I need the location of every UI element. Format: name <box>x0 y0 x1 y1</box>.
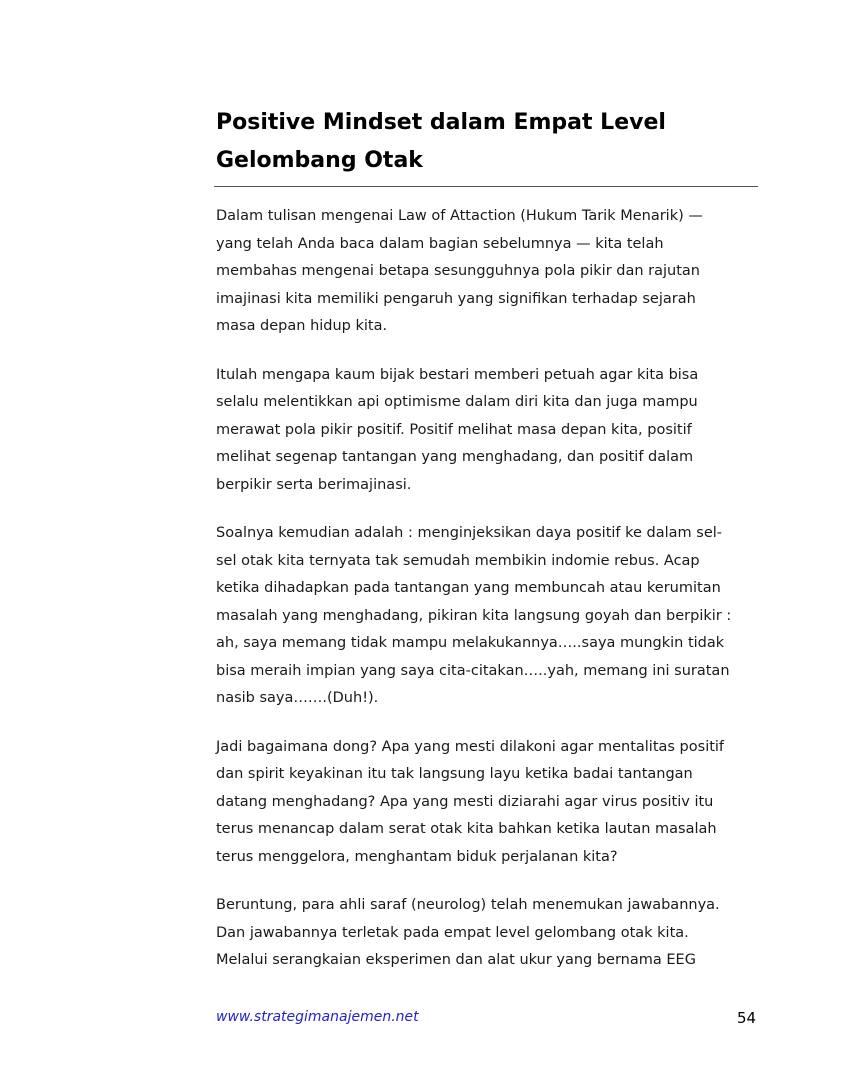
paragraph: Beruntung, para ahli saraf (neurolog) telah menemukan jawabannya. Dan jawabannya terletak pada empat level gelombang otak kita. Melalui serangkaian eksperimen dan alat ukur yang bernama EEG <box>216 897 720 968</box>
paragraph: Jadi bagaimana dong? Apa yang mesti dilakoni agar mentalitas positif dan spirit keyakinan itu tak langsung layu ketika badai tantangan datang menghadang? Apa yang mesti diziarahi agar virus positiv itu terus menancap dalam serat otak kita bahkan ketika lautan masalah terus menggelora, menghantam biduk perjalanan kita? <box>216 738 725 865</box>
page-number: 54 <box>737 1009 757 1027</box>
page-title: Positive Mindset dalam Empat Level Gelombang Otak <box>216 110 666 173</box>
footer-website-link[interactable]: www.strategimanajemen.net <box>216 1009 419 1025</box>
paragraph: Dalam tulisan mengenai Law of Attaction (Hukum Tarik Menarik) — yang telah Anda baca dalam bagian sebelumnya — kita telah membahas mengenai betapa sesungguhnya pola pikir dan rajutan imajinasi kita memiliki pengaruh yang signifikan terhadap sejarah masa depan hidup kita. <box>216 208 703 334</box>
title-divider <box>214 186 758 187</box>
paragraph: Soalnya kemudian adalah : menginjeksikan daya positif ke dalam sel- sel otak kita ternyata tak semudah membikin indomie rebus. Acap ketika dihadapkan pada tantangan yang membuncah atau kerumitan masalah yang menghadang, pikiran kita langsung goyah dan berpikir : ah, saya memang tidak mampu melakukannya…..saya mungkin tidak bisa meraih impian yang saya cita-citakan…..yah, memang ini suratan nasib saya…….(Duh!). <box>216 525 732 706</box>
article-body <box>216 203 761 996</box>
paragraph: Itulah mengapa kaum bijak bestari memberi petuah agar kita bisa selalu melentikkan api optimisme dalam diri kita dan juga mampu merawat pola pikir positif. Positif melihat masa depan kita, positif melihat segenap tantangan yang menghadang, dan positif dalam berpikir serta berimajinasi. <box>216 366 699 493</box>
